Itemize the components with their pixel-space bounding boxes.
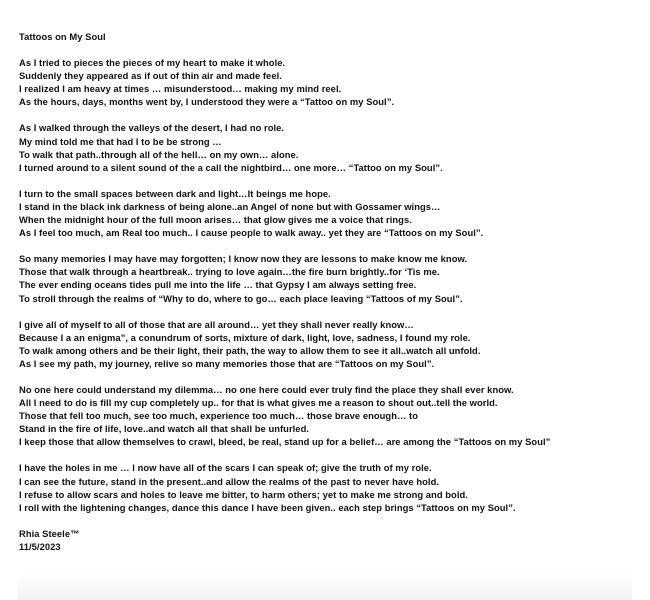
- poem-line: My mind told me that had I to be be strong …: [19, 135, 222, 147]
- poem-line: To stroll through the realms of “Why to do, where to go… each place leaving “Tattoos of my Soul”.: [19, 292, 463, 304]
- poem-line: I roll with the lightening changes, dance this dance I have been given.. each step brings “Tattoos on my Soul”.: [19, 501, 516, 513]
- poem-line: So many memories I may have may forgotten; I know now they are lessons to make know me know.: [19, 253, 468, 265]
- poem-line: All I need to do is fill my cup completely up.. for that is what gives me a reason to shout out..tell the world.: [19, 397, 498, 409]
- stanza: [19, 252, 650, 304]
- poem-line: To walk that path..through all of the hell… on my own… alone.: [19, 148, 299, 160]
- poem-line: Those that fell too much, see too much, experience too much… those brave enough… to: [19, 410, 418, 422]
- poem-line: Those that walk through a heartbreak.. trying to love again…the fire burn brightly..for ‘Tis me.: [19, 266, 440, 278]
- poem-line: No one here could understand my dilemma… no one here could ever truly find the place they shall ever know.: [19, 383, 514, 395]
- poem-line: When the midnight hour of the full moon arises… that glow gives me a voice that rings.: [19, 214, 412, 226]
- poem-line: I keep those that allow themselves to crawl, bleed, be real, stand up for a belief… are among the “Tattoos on my Soul”: [19, 436, 551, 448]
- poem-title: Tattoos on My Soul: [19, 31, 106, 42]
- poem-line: I realized I am heavy at times … misunderstood… making my mind reel.: [19, 83, 342, 95]
- poem-line: As I tried to pieces the pieces of my heart to make it whole.: [19, 57, 286, 69]
- poem-line: As the hours, days, months went by, I understood they were a “Tattoo on my Soul”.: [19, 96, 395, 108]
- stanza: [19, 318, 650, 370]
- poem-line: As I see my path, my journey, relive so many memories those that are “Tattoos on my Soul”.: [19, 357, 435, 369]
- poem-line: I can see the future, stand in the present..and allow the realms of the past to never have hold.: [19, 475, 439, 487]
- poem-date: 11/5/2023: [19, 540, 61, 552]
- stanza: [19, 461, 650, 513]
- poem-line: As I walked through the valleys of the desert, I had no role.: [19, 122, 285, 134]
- stanza: [19, 121, 650, 173]
- poem-line: I turned around to a silent sound of the a call the nightbird… one more… “Tattoo on my Soul”.: [19, 161, 443, 173]
- page-bottom-shadow: [18, 574, 632, 600]
- poem-line: As I feel too much, am Real too much.. I cause people to walk away.. yet they are “Tattoos on my Soul”.: [19, 227, 484, 239]
- poem-line: I refuse to allow scars and holes to leave me bitter, to harm others; yet to make me strong and bold.: [19, 488, 468, 500]
- stanza: [19, 56, 650, 108]
- poem-line: Because I a an enigma”, a conundrum of sorts, mixture of dark, light, love, sadness, I found my role.: [19, 331, 471, 343]
- poem-line: I turn to the small spaces between dark and light…It beings me hope.: [19, 187, 331, 199]
- poem-line: I give all of myself to all of those that are all around… yet they shall never really know…: [19, 318, 414, 330]
- poem-body: [19, 56, 650, 514]
- poem-line: To walk among others and be their light, their path, the way to allow them to see it all..watch all unfold.: [19, 344, 481, 356]
- poem-line: Suddenly they appeared as if out of thin air and made feel.: [19, 70, 282, 82]
- poem-line: I stand in the black ink darkness of being alone..an Angel of none but with Gossamer wings…: [19, 200, 441, 212]
- signature-block: [19, 527, 650, 553]
- poem-line: I have the holes in me … I now have all of the scars I can speak of; give the truth of my role.: [19, 462, 432, 474]
- poem-line: The ever ending oceans tides pull me into the life … that Gypsy I am always setting free.: [19, 279, 417, 291]
- poem-line: Stand in the fire of life, love..and watch all that shall be unfurled.: [19, 423, 309, 435]
- author-name: Rhia Steele™: [19, 527, 80, 539]
- stanza: [19, 383, 650, 448]
- stanza: [19, 187, 650, 239]
